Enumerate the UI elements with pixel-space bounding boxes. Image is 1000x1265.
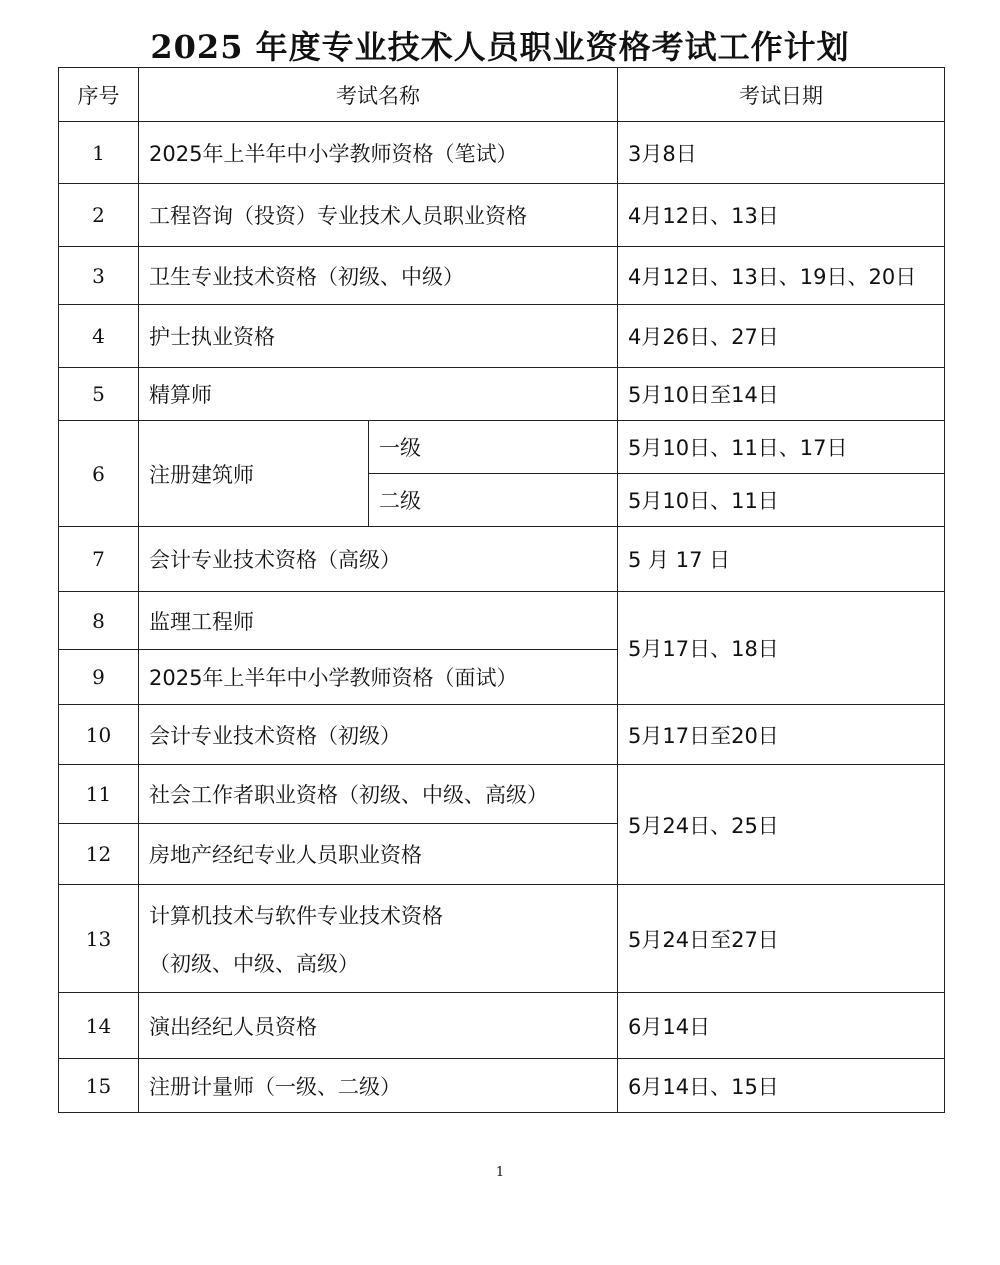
exam-date: 4月12日、13日 — [618, 184, 945, 247]
row-no: 3 — [59, 247, 139, 305]
exam-date: 3月8日 — [618, 122, 945, 184]
exam-level: 二级 — [369, 474, 618, 527]
exam-date: 5月10日、11日、17日 — [618, 421, 945, 474]
exam-name: 精算师 — [139, 368, 618, 421]
exam-date: 5 月 17 日 — [618, 527, 945, 592]
exam-name: 演出经纪人员资格 — [139, 993, 618, 1059]
exam-date: 6月14日 — [618, 993, 945, 1059]
exam-name: 护士执业资格 — [139, 305, 618, 368]
row-no: 7 — [59, 527, 139, 592]
table-row — [59, 592, 945, 650]
exam-name: 工程咨询（投资）专业技术人员职业资格 — [139, 184, 618, 247]
exam-name: 监理工程师 — [139, 592, 618, 650]
page-title: 2025 年度专业技术人员职业资格考试工作计划 — [150, 28, 850, 66]
exam-name: 房地产经纪专业人员职业资格 — [139, 824, 618, 885]
table-row — [59, 527, 945, 592]
exam-name: 会计专业技术资格（初级） — [139, 705, 618, 765]
table-row — [59, 184, 945, 247]
header-date: 考试日期 — [618, 68, 945, 122]
table-row — [59, 993, 945, 1059]
exam-name — [139, 885, 618, 993]
exam-name: 注册计量师（一级、二级） — [139, 1059, 618, 1113]
table-row — [59, 885, 945, 993]
exam-date: 5月17日、18日 — [618, 592, 945, 705]
table-row — [59, 122, 945, 184]
table-row — [59, 421, 945, 474]
row-no: 8 — [59, 592, 139, 650]
header-name: 考试名称 — [139, 68, 618, 122]
exam-date: 5月24日至27日 — [618, 885, 945, 993]
exam-date: 5月10日至14日 — [618, 368, 945, 421]
row-no: 10 — [59, 705, 139, 765]
exam-date: 4月12日、13日、19日、20日 — [618, 247, 945, 305]
row-no: 14 — [59, 993, 139, 1059]
table-row — [59, 705, 945, 765]
table-row — [59, 247, 945, 305]
exam-name: 注册建筑师 — [139, 421, 369, 527]
exam-date: 5月24日、25日 — [618, 765, 945, 885]
exam-name: 卫生专业技术资格（初级、中级） — [139, 247, 618, 305]
table-row — [59, 1059, 945, 1113]
row-no: 5 — [59, 368, 139, 421]
table-header-row — [59, 68, 945, 122]
row-no: 2 — [59, 184, 139, 247]
exam-name: 社会工作者职业资格（初级、中级、高级） — [139, 765, 618, 824]
row-no: 1 — [59, 122, 139, 184]
exam-date: 6月14日、15日 — [618, 1059, 945, 1113]
exam-level: 一级 — [369, 421, 618, 474]
exam-date: 5月17日至20日 — [618, 705, 945, 765]
header-no: 序号 — [59, 68, 139, 122]
table-row — [59, 765, 945, 824]
table-row — [59, 305, 945, 368]
row-no: 15 — [59, 1059, 139, 1113]
exam-date: 4月26日、27日 — [618, 305, 945, 368]
exam-date: 5月10日、11日 — [618, 474, 945, 527]
row-no: 6 — [59, 421, 139, 527]
page-number: 1 — [495, 1165, 505, 1180]
row-no: 13 — [59, 885, 139, 993]
exam-name: 会计专业技术资格（高级） — [139, 527, 618, 592]
exam-schedule-table — [58, 67, 945, 1113]
exam-name: 2025年上半年中小学教师资格（笔试） — [139, 122, 618, 184]
exam-name: 2025年上半年中小学教师资格（面试） — [139, 650, 618, 705]
row-no: 4 — [59, 305, 139, 368]
table-row — [59, 368, 945, 421]
row-no: 9 — [59, 650, 139, 705]
row-no: 12 — [59, 824, 139, 885]
exam-name-line1: 计算机技术与软件专业技术资格 — [149, 903, 443, 928]
exam-name-line2: （初级、中级、高级） — [149, 951, 359, 976]
row-no: 11 — [59, 765, 139, 824]
